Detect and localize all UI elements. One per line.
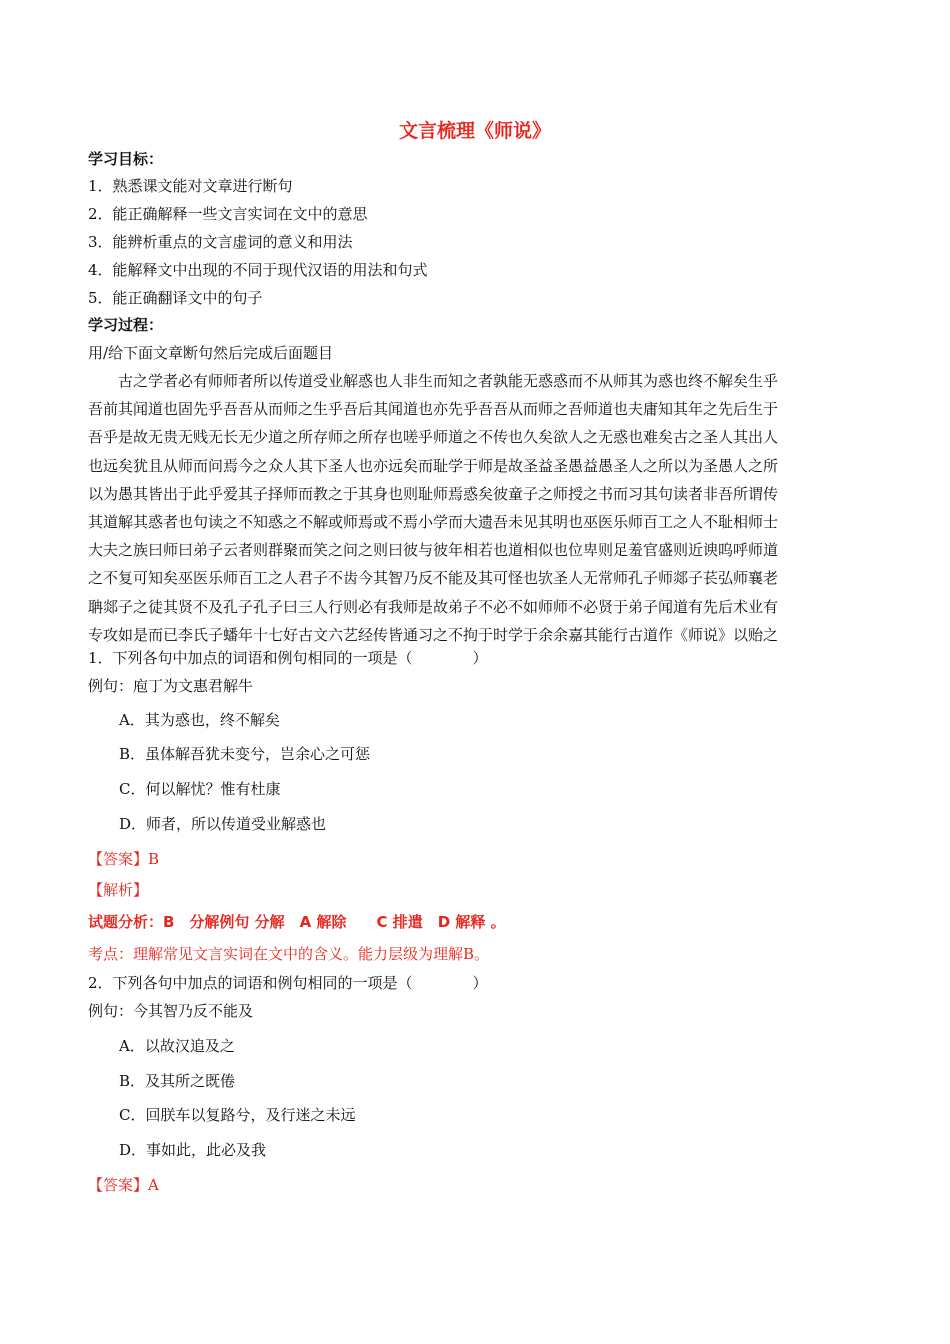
question-1-analysis: 试题分析：B 分解例句 分解 A 解除 C 排遣 D 解释 。 xyxy=(88,913,506,931)
question-2-answer xyxy=(88,1175,159,1195)
passage xyxy=(88,367,863,649)
question-1-answer xyxy=(88,849,159,869)
passage-line: 大夫之族曰师曰弟子云者则群聚而笑之问之则曰彼与彼年相若也道相似也位卑则足羞官盛则近谀呜呼师道 xyxy=(88,541,779,560)
passage-line: 其道解其惑者也句读之不知惑之不解或师焉或不焉小学而大遗吾未见其明也巫医乐师百工之人不耻相师士 xyxy=(88,513,779,532)
passage-line: 专攻如是而已李氏子蟠年十七好古文六艺经传皆通习之不拘于时学于余余嘉其能行古道作《师说》以贻之 xyxy=(88,625,779,644)
question-2-option-b: B．及其所之既倦 xyxy=(119,1072,236,1090)
question-1-example: 例句：庖丁为文惠君解牛 xyxy=(88,677,254,695)
objective-item: 4．能解释文中出现的不同于现代汉语的用法和句式 xyxy=(88,261,428,279)
passage-line: 吾乎是故无贵无贱无长无少道之所存师之所存也嗟乎师道之不传也久矣欲人之无惑也难矣古之圣人其出人 xyxy=(88,428,779,447)
question-1-analysis-label: 【解析】 xyxy=(88,881,149,899)
objective-item: 1．熟悉课文能对文章进行断句 xyxy=(88,177,293,195)
passage-line: 也远矣犹且从师而问焉今之众人其下圣人也亦远矣而耻学于师是故圣益圣愚益愚圣人之所以为圣愚人之所 xyxy=(88,456,779,475)
question-1: 1．下列各句中加点的词语和例句相同的一项是（ ） xyxy=(88,649,488,667)
question-2-option-a: A．以故汉追及之 xyxy=(119,1037,235,1055)
answer-label: 【答案】 xyxy=(88,850,149,868)
process-heading: 学习过程： xyxy=(88,316,164,334)
question-2-option-c: C．回朕车以复路兮，及行迷之未远 xyxy=(119,1106,356,1124)
answer-label: 【答案】 xyxy=(88,1176,149,1194)
question-2-option-d: D．事如此，此必及我 xyxy=(119,1141,267,1159)
question-1-option-b: B．虽体解吾犹未变兮，岂余心之可惩 xyxy=(119,745,371,763)
question-1-option-d: D．师者，所以传道受业解惑也 xyxy=(119,815,327,833)
question-1-option-a: A．其为惑也，终不解矣 xyxy=(119,711,280,729)
question-2-example: 例句：今其智乃反不能及 xyxy=(88,1002,254,1020)
passage-line: 古之学者必有师师者所以传道受业解惑也人非生而知之者孰能无惑惑而不从师其为惑也终不解矣生乎 xyxy=(118,372,779,390)
question-1-kaodian: 考点：理解常见文言实词在文中的含义。能力层级为理解B。 xyxy=(88,945,490,963)
objective-item: 5．能正确翻译文中的句子 xyxy=(88,289,263,307)
objective-item: 2．能正确解释一些文言实词在文中的意思 xyxy=(88,205,368,223)
question-1-option-c: C．何以解忧？惟有杜康 xyxy=(119,780,281,798)
passage-line: 之不复可知矣巫医乐师百工之人君子不齿今其智乃反不能及其可怪也欤圣人无常师孔子师郯子苌弘师襄老 xyxy=(88,569,779,588)
instruction-text: 用/给下面文章断句然后完成后面题目 xyxy=(88,344,334,362)
answer-value: B xyxy=(148,850,160,868)
passage-line: 吾前其闻道也固先乎吾吾从而师之生乎吾后其闻道也亦先乎吾吾从而师之吾师道也夫庸知其年之先后生于 xyxy=(88,400,779,419)
question-2: 2．下列各句中加点的词语和例句相同的一项是（ ） xyxy=(88,974,488,992)
passage-line: 以为愚其皆出于此乎爱其子择师而教之于其身也则耻师焉惑矣彼童子之师授之书而习其句读者非吾所谓传 xyxy=(88,484,779,503)
document-title: 文言梳理《师说》 xyxy=(398,120,551,142)
passage-line: 聃郯子之徒其贤不及孔子孔子曰三人行则必有我师是故弟子不必不如师师不必贤于弟子闻道有先后术业有 xyxy=(88,597,779,616)
objectives-heading: 学习目标： xyxy=(88,150,164,168)
objective-item: 3．能辨析重点的文言虚词的意义和用法 xyxy=(88,233,353,251)
answer-value: A xyxy=(148,1176,159,1194)
